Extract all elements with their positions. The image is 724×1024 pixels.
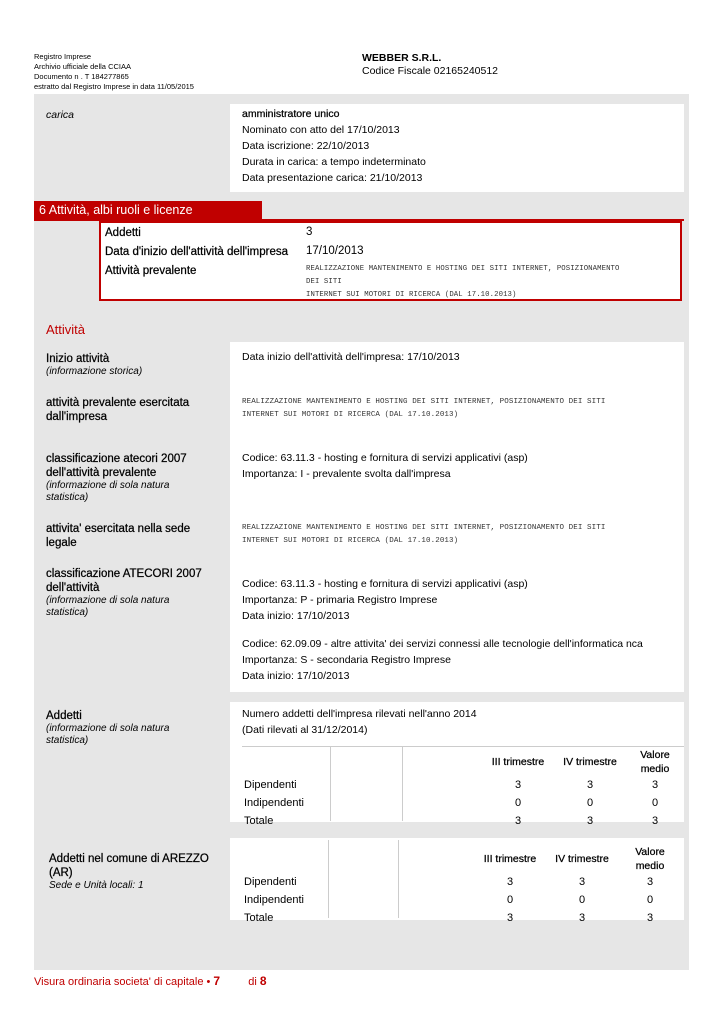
text-line: INTERNET SUI MOTORI DI RICERCA (DAL 17.10.2013): [242, 411, 459, 419]
atecori-label: [46, 567, 202, 619]
table-cell: 0: [651, 797, 659, 809]
row-label: Dipendenti: [244, 779, 297, 791]
row-label: Indipendenti: [244, 894, 304, 906]
text-line: REALIZZAZIONE MANTENIMENTO E HOSTING DEI SITI INTERNET, POSIZIONAMENTO: [306, 265, 620, 273]
table-row: [242, 776, 684, 794]
carica-role: amministratore unico: [242, 108, 340, 120]
inizio-value: Data inizio dell'attività dell'impresa: 17/10/2013: [242, 351, 460, 363]
atecori-prevalente-label: [46, 452, 187, 504]
header-line: estratto dal Registro Imprese in data 11/05/2015: [34, 82, 194, 91]
header-line: Archivio ufficiale della CCIAA: [34, 62, 131, 71]
label-note: statistica): [46, 607, 89, 618]
carica-details: [242, 106, 426, 186]
table-cell: 3: [506, 912, 514, 924]
inizio-note: (informazione storica): [46, 366, 143, 377]
col-header: Valore medio: [640, 749, 670, 775]
table-cell: 3: [506, 876, 514, 888]
table-cell: 3: [578, 876, 586, 888]
carica-line: Nominato con atto del 17/10/2013: [242, 124, 400, 136]
addetti-comune-table: [242, 845, 682, 927]
prevalente-esercitata-label: [46, 396, 189, 424]
inizio-summary-label: Data d'inizio dell'attività dell'impresa: [105, 246, 289, 258]
col-header: IV trimestre: [563, 756, 617, 768]
table-cell: 3: [646, 876, 654, 888]
table-row: [242, 909, 682, 927]
label-line: dall'impresa: [46, 411, 107, 423]
row-label: Totale: [244, 912, 274, 924]
text-line: REALIZZAZIONE MANTENIMENTO E HOSTING DEI SITI INTERNET, POSIZIONAMENTO DEI SITI: [242, 524, 606, 532]
inizio-label: Inizio attività: [46, 353, 110, 365]
text-line: Data inizio: 17/10/2013: [242, 610, 350, 622]
text-line: Codice: 63.11.3 - hosting e fornitura di servizi applicativi (asp): [242, 452, 528, 464]
page-number: 7: [213, 974, 221, 988]
company-header: [362, 52, 498, 78]
page-of: di: [248, 976, 257, 988]
text-line: (Dati rilevati al 31/12/2014): [242, 724, 368, 736]
carica-label: carica: [46, 109, 75, 121]
label-line: legale: [46, 537, 77, 549]
registry-header: [34, 52, 194, 92]
table-cell: 3: [578, 912, 586, 924]
text-line: Importanza: S - secondaria Registro Imprese: [242, 654, 451, 666]
table-cell: 0: [646, 894, 654, 906]
company-name: WEBBER S.R.L.: [362, 52, 442, 64]
attivita-title: Attività: [46, 322, 86, 337]
addetti-summary-label: Addetti: [105, 227, 141, 239]
col-header: Valore medio: [635, 846, 665, 872]
page-total: 8: [259, 974, 267, 988]
text-line: Importanza: I - prevalente svolta dall'impresa: [242, 468, 451, 480]
text-line: Importanza: P - primaria Registro Imprese: [242, 594, 438, 606]
addetti-summary-value: 3: [306, 226, 313, 238]
col-header: IV trimestre: [555, 853, 609, 865]
atecori-prevalente-text: [242, 450, 528, 482]
sede-legale-label: [46, 522, 190, 550]
addetti-comune-label-block: [49, 852, 209, 892]
prevalente-summary-label: Attività prevalente: [105, 265, 197, 277]
table-cell: 3: [646, 912, 654, 924]
prevalente-summary-text: [306, 263, 620, 302]
table-cell: 3: [514, 815, 522, 827]
tax-code: Codice Fiscale 02165240512: [362, 65, 499, 77]
addetti-comune-label: (AR): [49, 867, 73, 879]
addetti-table: [242, 748, 684, 830]
label-line: dell'attività prevalente: [46, 467, 157, 479]
footer-text: Visura ordinaria societa' di capitale •: [34, 976, 214, 988]
table-row: [242, 891, 682, 909]
table-cell: 0: [514, 797, 522, 809]
addetti-label-block: [46, 709, 169, 747]
label-line: attività prevalente esercitata: [46, 397, 190, 409]
row-label: Dipendenti: [244, 876, 297, 888]
addetti-comune-label: Addetti nel comune di AREZZO: [49, 853, 209, 865]
label-note: (informazione di sola natura: [46, 480, 170, 491]
header-line: Registro Imprese: [34, 52, 92, 61]
sede-legale-text: [242, 522, 605, 548]
prevalente-esercitata-text: [242, 396, 605, 422]
carica-line: Data presentazione carica: 21/10/2013: [242, 172, 423, 184]
header-line: Documento n . T 184277865: [34, 72, 129, 81]
label-note: Sede e Unità locali: 1: [49, 880, 144, 891]
table-cell: 3: [514, 779, 522, 791]
text-line: Numero addetti dell'impresa rilevati nell'anno 2014: [242, 708, 477, 720]
carica-line: Data iscrizione: 22/10/2013: [242, 140, 370, 152]
text-line: Data inizio: 17/10/2013: [242, 670, 350, 682]
table-cell: 3: [651, 815, 659, 827]
label-note: (informazione di sola natura: [46, 723, 170, 734]
table-cell: 3: [586, 815, 594, 827]
label-line: classificazione atecori 2007: [46, 453, 187, 465]
addetti-intro: [242, 706, 477, 738]
table-cell: 0: [578, 894, 586, 906]
col-header: III trimestre: [491, 756, 545, 768]
col-header: III trimestre: [483, 853, 537, 865]
table-row: [242, 873, 682, 891]
table-row: [242, 794, 684, 812]
table-cell: 3: [651, 779, 659, 791]
text-line: REALIZZAZIONE MANTENIMENTO E HOSTING DEI SITI INTERNET, POSIZIONAMENTO DEI SITI: [242, 398, 606, 406]
label-line: classificazione ATECORI 2007: [46, 568, 202, 580]
label-note: statistica): [46, 492, 89, 503]
label-line: dell'attività: [46, 582, 100, 594]
table-cell: 0: [586, 797, 594, 809]
section-title: 6 Attività, albi ruoli e licenze: [34, 201, 262, 220]
atecori-secondary: [242, 636, 643, 684]
addetti-label: Addetti: [46, 710, 82, 722]
text-line: Codice: 63.11.3 - hosting e fornitura di servizi applicativi (asp): [242, 578, 528, 590]
page-footer: [34, 974, 267, 988]
label-note: (informazione di sola natura: [46, 595, 170, 606]
label-note: statistica): [46, 735, 89, 746]
text-line: INTERNET SUI MOTORI DI RICERCA (DAL 17.10.2013): [242, 537, 459, 545]
table-cell: 3: [586, 779, 594, 791]
text-line: Codice: 62.09.09 - altre attivita' dei servizi connessi alle tecnologie dell'informatica nca: [242, 638, 643, 650]
atecori-primary: [242, 576, 528, 624]
table-cell: 0: [506, 894, 514, 906]
inizio-summary-value: 17/10/2013: [306, 245, 364, 257]
row-label: Totale: [244, 815, 274, 827]
addetti-table-grid: [242, 746, 684, 747]
carica-line: Durata in carica: a tempo indeterminato: [242, 156, 426, 168]
label-line: attivita' esercitata nella sede: [46, 523, 191, 535]
row-label: Indipendenti: [244, 797, 304, 809]
table-row: [242, 812, 684, 830]
text-line: INTERNET SUI MOTORI DI RICERCA (DAL 17.10.2013): [306, 291, 517, 299]
text-line: DEI SITI: [306, 278, 342, 286]
